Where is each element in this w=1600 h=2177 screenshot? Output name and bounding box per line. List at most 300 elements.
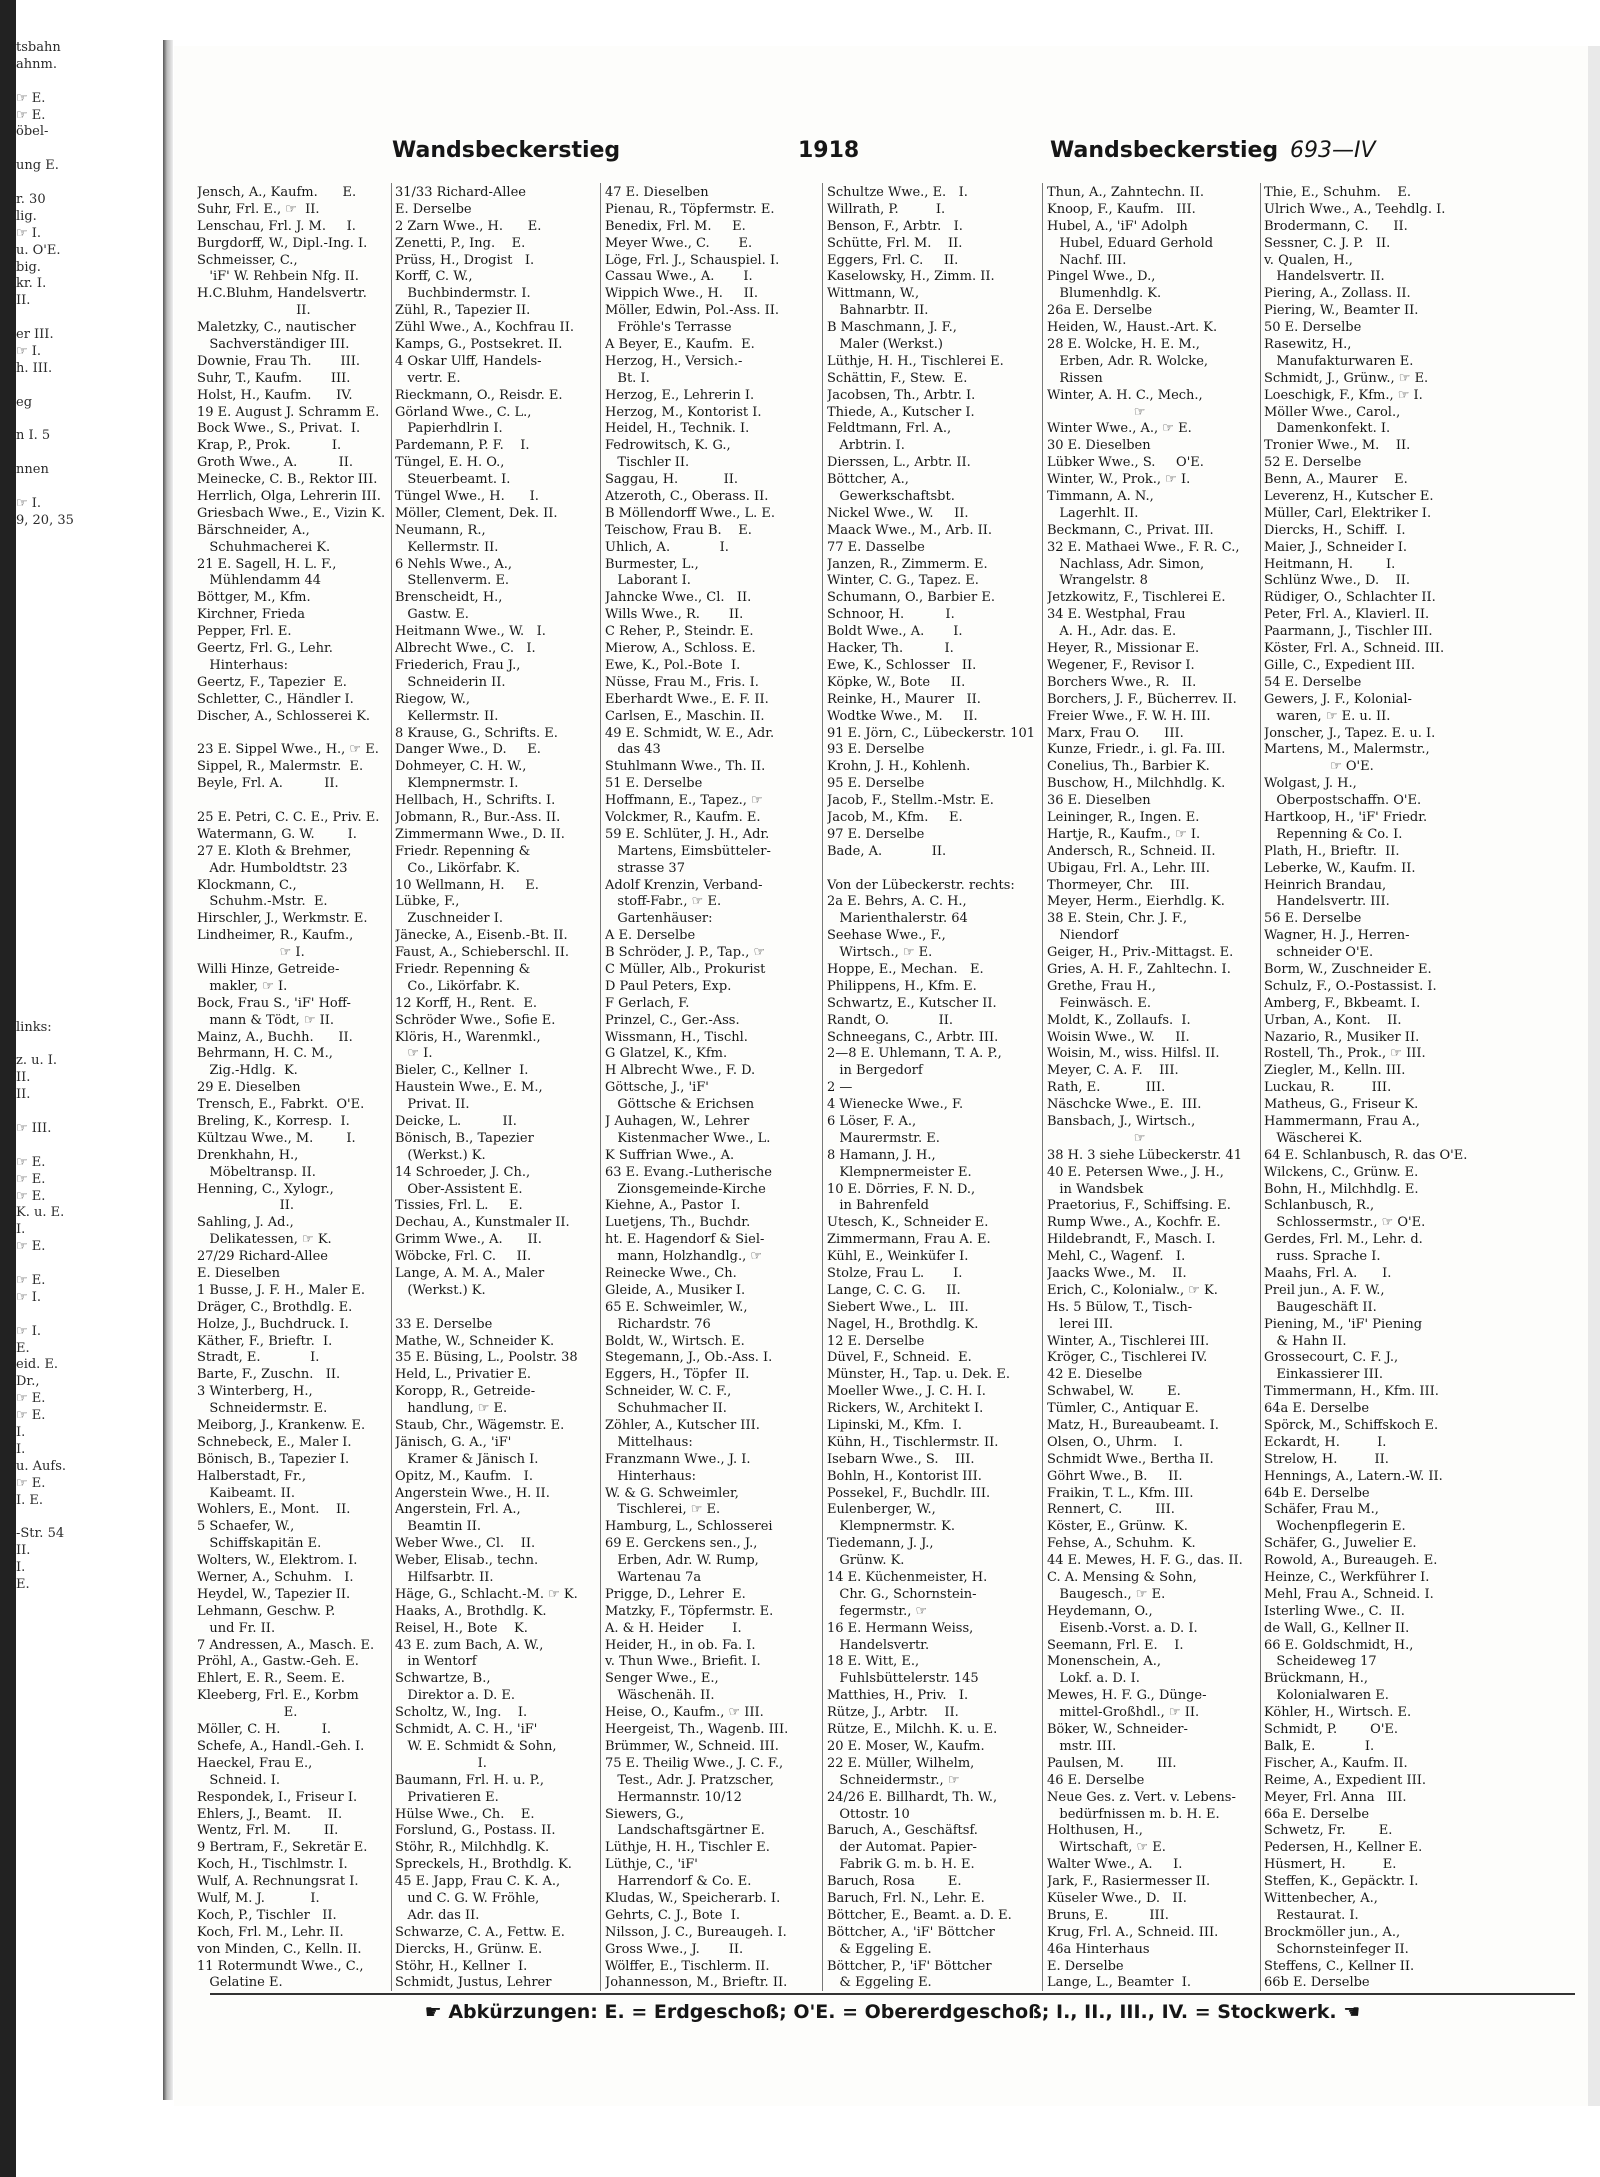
previous-page-fragment: r. 30 bbox=[16, 192, 46, 208]
directory-entry: Wolgast, J. H., bbox=[1264, 776, 1357, 792]
previous-page-fragment bbox=[16, 716, 166, 733]
directory-entry: Lange, A. M. A., Maler bbox=[395, 1266, 545, 1281]
directory-entry: v. Thun Wwe., Briefit. I. bbox=[605, 1654, 761, 1670]
directory-entry: 30 E. Dieselben bbox=[1047, 438, 1151, 454]
directory-entry: Lagerhlt. II. bbox=[1047, 505, 1139, 521]
directory-entry: das 43 bbox=[605, 742, 661, 758]
previous-page-fragment bbox=[16, 74, 166, 91]
directory-entry: 21 E. Sagell, H. L. F., bbox=[197, 556, 337, 572]
directory-entry: Repenning & Co. I. bbox=[1264, 826, 1403, 842]
directory-entry: Cassau Wwe., A. I. bbox=[605, 269, 753, 285]
directory-entry: Heinrich Brandau, bbox=[1264, 877, 1387, 893]
directory-entry: Carlsen, E., Maschin. II. bbox=[605, 708, 765, 724]
previous-page-fragment bbox=[16, 935, 166, 952]
directory-entry: Gleide, A., Musiker I. bbox=[605, 1282, 746, 1298]
directory-entry: Pienau, R., Töpfermstr. E. bbox=[605, 201, 775, 217]
directory-entry: Heydemann, O., bbox=[1047, 1603, 1153, 1619]
directory-entry: Zöhler, A., Kutscher III. bbox=[605, 1418, 760, 1434]
directory-entry: Jänisch, G. A., 'iF' bbox=[395, 1434, 512, 1450]
directory-entry: Köhler, H., Wirtsch. E. bbox=[1264, 1705, 1412, 1721]
directory-entry: 46a Hinterhaus bbox=[1047, 1941, 1150, 1957]
directory-entry: Zühl Wwe., A., Kochfrau II. bbox=[395, 320, 574, 336]
directory-entry: Diercks, H., Grünw. E. bbox=[395, 1941, 543, 1957]
directory-entry: E. bbox=[197, 1705, 298, 1721]
directory-entry: Rasewitz, H., bbox=[1264, 337, 1352, 353]
directory-entry: Lindheimer, R., Kaufm., bbox=[197, 928, 354, 944]
directory-entry: Schmidt, A. C. H., 'iF' bbox=[395, 1722, 538, 1738]
directory-entry: Woisin Wwe., W. II. bbox=[1047, 1029, 1190, 1045]
previous-page-fragment bbox=[16, 885, 166, 902]
directory-entry: Nagel, H., Brothdlg. K. bbox=[827, 1316, 979, 1332]
directory-entry: Richardstr. 76 bbox=[605, 1316, 711, 1332]
directory-entry: Zühl, R., Tapezier II. bbox=[395, 303, 531, 319]
directory-entry: Isterling Wwe., C. II. bbox=[1264, 1603, 1405, 1619]
previous-page-fragment: 9, 20, 35 bbox=[16, 512, 74, 528]
directory-entry: Häge, G., Schlacht.-M. ☞ K. bbox=[395, 1586, 578, 1602]
directory-entry: Philippens, H., Kfm. E. bbox=[827, 978, 977, 994]
directory-entry: Böttcher, P., 'iF' Böttcher bbox=[827, 1958, 992, 1974]
previous-page-fragment: big. bbox=[16, 259, 41, 275]
directory-entry: Koropp, R., Getreide- bbox=[395, 1384, 536, 1400]
directory-entry: Pingel Wwe., D., bbox=[1047, 269, 1156, 285]
directory-entry: Winter, A. H. C., Mech., bbox=[1047, 387, 1203, 403]
directory-entry: 75 E. Theilig Wwe., J. C. F., bbox=[605, 1755, 784, 1771]
directory-entry: Kolonialwaren E. bbox=[1264, 1688, 1389, 1704]
directory-entry: Baugeschäft II. bbox=[1264, 1299, 1377, 1315]
directory-entry: Winter, W., Prok., ☞ I. bbox=[1047, 472, 1191, 488]
directory-entry: Schornsteinfeger II. bbox=[1264, 1941, 1409, 1957]
directory-entry: Schättin, F., Stew. E. bbox=[827, 370, 968, 386]
directory-entry: Delikatessen, ☞ K. bbox=[197, 1232, 332, 1248]
directory-entry: Handelsvertr. II. bbox=[1264, 269, 1385, 285]
directory-entry: Wippich Wwe., H. II. bbox=[605, 286, 758, 302]
directory-entry: Schneidermstr. E. bbox=[197, 1401, 328, 1417]
directory-entry: Klöris, H., Warenmkl., bbox=[395, 1029, 541, 1045]
directory-entry: Forslund, G., Postass. II. bbox=[395, 1823, 556, 1839]
directory-entry: Hamburg, L., Schlosserei bbox=[605, 1519, 773, 1535]
directory-entry: C. A. Mensing & Sohn, bbox=[1047, 1570, 1197, 1586]
footer-rule bbox=[210, 1993, 1575, 1995]
directory-entry: Saggau, H. II. bbox=[605, 472, 739, 488]
directory-entry: Eckardt, H. I. bbox=[1264, 1434, 1387, 1450]
directory-entry: Restaurat. I. bbox=[1264, 1907, 1359, 1923]
directory-entry: I. bbox=[395, 1755, 487, 1771]
directory-entry: 8 Hamann, J. H., bbox=[827, 1147, 936, 1163]
directory-entry: 47 E. Dieselben bbox=[605, 185, 709, 200]
directory-entry: Possekel, F., Buchdlr. III. bbox=[827, 1485, 991, 1501]
directory-entry: Opitz, M., Kaufm. I. bbox=[395, 1468, 533, 1484]
directory-entry: Heider, H., in ob. Fa. I. bbox=[605, 1637, 756, 1653]
directory-entry: Köpke, W., Bote II. bbox=[827, 674, 966, 690]
directory-entry: Schultze Wwe., E. I. bbox=[827, 185, 968, 200]
previous-page-fragment bbox=[16, 817, 166, 834]
directory-entry: Maler (Werkst.) bbox=[827, 337, 943, 353]
previous-page-fragment: ☞ I. bbox=[16, 496, 42, 512]
directory-entry: 29 E. Dieselben bbox=[197, 1080, 301, 1096]
directory-entry: Fehse, A., Schuhm. K. bbox=[1047, 1536, 1196, 1552]
directory-entry: Angerstein Wwe., H. II. bbox=[395, 1485, 550, 1501]
directory-entry: Dierssen, L., Arbtr. II. bbox=[827, 455, 971, 471]
directory-entry: Hildebrandt, F., Masch. I. bbox=[1047, 1232, 1216, 1248]
directory-entry: Gewerkschaftsbt. bbox=[827, 489, 955, 505]
directory-entry: russ. Sprache I. bbox=[1264, 1249, 1381, 1265]
pointing-hand-icon: ☛ bbox=[424, 2001, 442, 2023]
directory-entry: ☞ O'E. bbox=[1264, 759, 1374, 775]
directory-entry: Reinecke Wwe., Ch. bbox=[605, 1266, 737, 1281]
directory-entry: Boldt, W., Wirtsch. E. bbox=[605, 1333, 745, 1349]
directory-entry: Conelius, Th., Barbier K. bbox=[1047, 759, 1210, 775]
directory-entry: Wöbcke, Frl. C. II. bbox=[395, 1249, 532, 1265]
directory-entry: Pröhl, A., Gastw.-Geh. E. bbox=[197, 1654, 359, 1670]
directory-entry: Pardemann, P. F. I. bbox=[395, 438, 530, 454]
directory-entry: 7 Andressen, A., Masch. E. bbox=[197, 1637, 375, 1653]
directory-entry: Erben, Adr. R. Wolcke, bbox=[1047, 353, 1209, 369]
directory-entry: Stradt, E. I. bbox=[197, 1350, 320, 1366]
directory-entry: Schletter, C., Händler I. bbox=[197, 691, 354, 707]
previous-page-fragment: n I. 5 bbox=[16, 428, 51, 444]
directory-entry: 52 E. Derselbe bbox=[1264, 455, 1362, 471]
previous-page-fragment: u. Aufs. bbox=[16, 1458, 67, 1474]
previous-page-fragment bbox=[16, 969, 166, 986]
directory-entry: Müller, Carl, Elektriker I. bbox=[1264, 505, 1432, 521]
previous-page-fragment: I. bbox=[16, 1425, 26, 1441]
directory-entry: Nazario, R., Musiker II. bbox=[1264, 1029, 1420, 1045]
directory-entry: II. bbox=[197, 1198, 295, 1214]
directory-entry: ☞ I. bbox=[395, 1046, 433, 1062]
directory-entry: Nachlass, Adr. Simon, bbox=[1047, 556, 1205, 572]
directory-entry: Schwartze, B., bbox=[395, 1671, 491, 1687]
directory-entry: Bansbach, J., Wirtsch., bbox=[1047, 1113, 1196, 1129]
directory-entry: 5 Schaefer, W., bbox=[197, 1519, 295, 1535]
directory-entry: Kamps, G., Postsekret. II. bbox=[395, 337, 563, 353]
previous-page-fragment: lig. bbox=[16, 208, 37, 224]
directory-entry: & Hahn II. bbox=[1264, 1333, 1347, 1349]
directory-entry: Schefe, A., Handl.-Geh. I. bbox=[197, 1738, 365, 1754]
directory-entry: Kunze, Friedr., i. gl. Fa. III. bbox=[1047, 742, 1226, 758]
directory-entry: von Minden, C., Kelln. II. bbox=[197, 1941, 362, 1957]
directory-column-6 bbox=[1264, 185, 1474, 1990]
previous-page-fragment bbox=[16, 547, 166, 564]
directory-entry: Kellermstr. II. bbox=[395, 708, 499, 724]
directory-entry: Schmidt, Justus, Lehrer bbox=[395, 1975, 552, 1990]
previous-page-fragment: ahnm. bbox=[16, 56, 57, 72]
directory-entry: Baugesch., ☞ E. bbox=[1047, 1586, 1166, 1602]
directory-entry: Beckmann, C., Privat. III. bbox=[1047, 522, 1214, 538]
running-head-street-right: Wandsbeckerstieg bbox=[1050, 138, 1279, 163]
directory-entry: mann, Holzhandlg., ☞ bbox=[605, 1249, 763, 1265]
directory-entry: 24/26 E. Billhardt, Th. W., bbox=[827, 1789, 998, 1805]
directory-entry: Grünw. K. bbox=[827, 1553, 905, 1569]
directory-entry: Bohln, H., Kontorist III. bbox=[827, 1468, 982, 1484]
directory-entry: Kludas, W., Speicherarb. I. bbox=[605, 1890, 781, 1906]
directory-entry: Meyer, Frl. Anna III. bbox=[1264, 1789, 1407, 1805]
directory-entry: 43 E. zum Bach, A. W., bbox=[395, 1637, 544, 1653]
previous-page-fragment bbox=[16, 564, 166, 581]
directory-entry: Löge, Frl. J., Schauspiel. I. bbox=[605, 252, 780, 268]
directory-entry: Ewe, K., Pol.-Bote I. bbox=[605, 657, 741, 673]
directory-entry: Chr. G., Schornstein- bbox=[827, 1586, 977, 1602]
directory-entry: Fischer, A., Kaufm. II. bbox=[1264, 1755, 1408, 1771]
directory-entry: E. Derselbe bbox=[1047, 1958, 1124, 1974]
directory-entry: J Auhagen, W., Lehrer bbox=[605, 1113, 750, 1129]
previous-page-fragment bbox=[16, 834, 166, 851]
previous-page-fragment: I. E. bbox=[16, 1492, 44, 1508]
directory-entry: Schwartz, E., Kutscher II. bbox=[827, 995, 997, 1011]
directory-entry: Baruch, A., Geschäftsf. bbox=[827, 1823, 978, 1839]
directory-entry: Haustein Wwe., E. M., bbox=[395, 1080, 543, 1096]
directory-entry: Heiden, W., Haust.-Art. K. bbox=[1047, 320, 1218, 336]
directory-entry: Meiborg, J., Krankenw. E. bbox=[197, 1418, 366, 1434]
previous-page-fragment: ung E. bbox=[16, 158, 59, 174]
directory-entry: Heinze, C., Werkführer I. bbox=[1264, 1570, 1430, 1586]
directory-entry: Dechau, A., Kunstmaler II. bbox=[395, 1215, 570, 1231]
directory-entry: Ottostr. 10 bbox=[827, 1806, 910, 1822]
previous-page-fragment bbox=[16, 682, 166, 699]
directory-entry: Lübke, F., bbox=[395, 894, 460, 910]
previous-page-fragment: kr. I. bbox=[16, 276, 47, 292]
directory-entry: Privat. II. bbox=[395, 1097, 470, 1113]
directory-entry: 66a E. Derselbe bbox=[1264, 1806, 1370, 1822]
directory-entry: 64b E. Derselbe bbox=[1264, 1485, 1370, 1501]
directory-entry: Thiede, A., Kutscher I. bbox=[827, 404, 975, 420]
directory-entry: Andersch, R., Schneid. II. bbox=[1047, 843, 1216, 859]
directory-entry: Gille, C., Expedient III. bbox=[1264, 657, 1415, 673]
directory-entry: Bock Wwe., S., Privat. I. bbox=[197, 421, 361, 437]
directory-entry: Hubel, A., 'iF' Adolph bbox=[1047, 218, 1188, 234]
directory-entry: Möller, Clement, Dek. II. bbox=[395, 505, 558, 521]
directory-entry: Möller Wwe., Carol., bbox=[1264, 404, 1401, 420]
directory-entry: Jonscher, J., Tapez. E. u. I. bbox=[1264, 725, 1436, 741]
directory-entry: B Möllendorff Wwe., L. E. bbox=[605, 505, 776, 521]
directory-entry: Heergeist, Th., Wagenb. III. bbox=[605, 1722, 789, 1738]
previous-page-fragment bbox=[16, 1307, 166, 1324]
directory-column-1 bbox=[197, 185, 385, 1990]
directory-entry: Balk, E. I. bbox=[1264, 1738, 1375, 1754]
directory-entry: Downie, Frau Th. III. bbox=[197, 353, 360, 369]
directory-entry: Wentz, Frl. M. II. bbox=[197, 1823, 339, 1839]
directory-entry: Münster, H., Tap. u. Dek. E. bbox=[827, 1367, 1010, 1383]
book-gutter bbox=[0, 0, 16, 2177]
directory-entry: Halberstadt, Fr., bbox=[197, 1468, 307, 1484]
directory-entry: Eberhardt Wwe., E. F. II. bbox=[605, 691, 769, 707]
directory-entry: 63 E. Evang.-Lutherische bbox=[605, 1164, 772, 1180]
directory-entry: Böttger, M., Kfm. bbox=[197, 590, 311, 606]
directory-entry: Bock, Frau S., 'iF' Hoff- bbox=[197, 995, 351, 1011]
directory-entry: Leininger, R., Ingen. E. bbox=[1047, 809, 1200, 825]
directory-entry: Heise, O., Kaufm., ☞ III. bbox=[605, 1705, 764, 1721]
directory-entry: Rennert, C. III. bbox=[1047, 1502, 1175, 1518]
directory-entry: II. bbox=[197, 303, 311, 319]
directory-entry: Tischlerei, ☞ E. bbox=[605, 1502, 721, 1518]
directory-entry: Gelatine E. bbox=[197, 1975, 283, 1990]
directory-entry: Koch, Frl. M., Lehr. II. bbox=[197, 1924, 344, 1940]
directory-entry: de Wall, G., Kellner II. bbox=[1264, 1620, 1410, 1636]
directory-entry: Fabrik G. m. b. H. E. bbox=[827, 1857, 975, 1873]
directory-entry: 11 Rotermundt Wwe., C., bbox=[197, 1958, 364, 1974]
previous-page-fragment bbox=[16, 445, 166, 462]
directory-entry: Reinke, H., Maurer II. bbox=[827, 691, 981, 707]
previous-page-fragment: ☞ E. bbox=[16, 1188, 46, 1204]
directory-entry: Wölffer, E., Tischlerm. II. bbox=[605, 1958, 770, 1974]
directory-entry: Luckau, R. III. bbox=[1264, 1080, 1392, 1096]
directory-entry: Maack Wwe., M., Arb. II. bbox=[827, 522, 992, 538]
directory-entry: Hüsmert, H. E. bbox=[1264, 1857, 1397, 1873]
previous-page-fragment: ☞ E. bbox=[16, 107, 46, 123]
directory-entry: Göttsche & Erichsen bbox=[605, 1097, 755, 1113]
directory-entry: Mewes, H. F. G., Dünge- bbox=[1047, 1688, 1207, 1704]
previous-page-fragment: ☞ E. bbox=[16, 1154, 46, 1170]
directory-entry: Jensch, A., Kaufm. E. bbox=[197, 185, 357, 200]
directory-entry: Mierow, A., Schloss. E. bbox=[605, 641, 756, 657]
directory-entry: 25 E. Petri, C. C. E., Priv. E. bbox=[197, 809, 380, 825]
directory-entry: Timmermann, H., Kfm. III. bbox=[1264, 1384, 1439, 1400]
directory-entry: Tronier Wwe., M. II. bbox=[1264, 438, 1411, 454]
directory-entry: 10 E. Dörries, F. N. D., bbox=[827, 1181, 976, 1197]
directory-entry: B Maschmann, J. F., bbox=[827, 320, 957, 336]
directory-entry: Tüngel, E. H. O., bbox=[395, 455, 505, 471]
directory-entry: 4 Wienecke Wwe., F. bbox=[827, 1097, 964, 1113]
directory-entry: Marienthalerstr. 64 bbox=[827, 911, 968, 927]
directory-entry: Heydel, W., Tapezier II. bbox=[197, 1586, 351, 1602]
directory-entry: Barte, F., Zuschn. II. bbox=[197, 1367, 341, 1383]
directory-entry: 3 Winterberg, H., bbox=[197, 1384, 313, 1400]
directory-entry: Handelsvertr. bbox=[827, 1637, 930, 1653]
directory-entry: E. Dieselben bbox=[197, 1266, 280, 1281]
directory-entry: fegermstr., ☞ bbox=[827, 1603, 928, 1619]
directory-entry: Werner, A., Schuhm. I. bbox=[197, 1570, 354, 1586]
directory-entry: Schuhmacher II. bbox=[605, 1401, 727, 1417]
directory-entry: Wegener, F., Revisor I. bbox=[1047, 657, 1195, 673]
directory-entry: Thun, A., Zahntechn. II. bbox=[1047, 185, 1204, 200]
directory-entry: Schmidt, P. O'E. bbox=[1264, 1722, 1399, 1738]
previous-page-fragment bbox=[16, 597, 166, 614]
directory-entry: Borm, W., Zuschneider E. bbox=[1264, 961, 1432, 977]
directory-entry: Blumenhdlg. K. bbox=[1047, 286, 1162, 302]
directory-entry: E. Derselbe bbox=[395, 201, 472, 217]
directory-entry: Peter, Frl. A., Klavierl. II. bbox=[1264, 607, 1430, 623]
directory-entry: Moeller Wwe., J. C. H. I. bbox=[827, 1384, 986, 1400]
directory-entry: 16 E. Hermann Weiss, bbox=[827, 1620, 974, 1636]
directory-entry: W. E. Schmidt & Sohn, bbox=[395, 1738, 557, 1754]
directory-entry: Bade, A. II. bbox=[827, 843, 947, 859]
directory-entry: Möller, C. H. I. bbox=[197, 1722, 332, 1738]
directory-entry: Schiffskapitän E. bbox=[197, 1536, 322, 1552]
directory-entry: Klempnermstr. K. bbox=[827, 1519, 956, 1535]
directory-entry: Ubigau, Frl. A., Lehr. III. bbox=[1047, 860, 1210, 876]
previous-page-fragment bbox=[16, 749, 166, 766]
directory-entry: Kistenmacher Wwe., L. bbox=[605, 1130, 771, 1146]
directory-entry: Johannesson, M., Brieftr. II. bbox=[605, 1975, 788, 1990]
directory-entry: Düvel, F., Schneid. E. bbox=[827, 1350, 972, 1366]
directory-entry: Wodtke Wwe., M. II. bbox=[827, 708, 978, 724]
directory-entry: Arbtrin. I. bbox=[827, 438, 905, 454]
directory-entry: Strelow, H. II. bbox=[1264, 1451, 1389, 1467]
directory-entry: Rickers, W., Architekt I. bbox=[827, 1401, 984, 1417]
directory-entry: 28 E. Wolcke, H. E. M., bbox=[1047, 337, 1200, 353]
directory-entry: handlung, ☞ E. bbox=[395, 1401, 508, 1417]
directory-entry: Wrangelstr. 8 bbox=[1047, 573, 1148, 589]
directory-entry: Lüthje, H. H., Tischler E. bbox=[605, 1840, 770, 1856]
directory-entry: Baruch, Frl. N., Lehr. E. bbox=[827, 1890, 985, 1906]
directory-entry: Papierhdlrin I. bbox=[395, 421, 503, 437]
directory-entry: Zionsgemeinde-Kirche bbox=[605, 1181, 766, 1197]
directory-entry: Krohn, J. H., Kohlenh. bbox=[827, 759, 971, 775]
directory-entry: 65 E. Schweimler, W., bbox=[605, 1299, 748, 1315]
directory-entry: ht. E. Hagendorf & Siel- bbox=[605, 1232, 765, 1248]
directory-entry: (Werkst.) K. bbox=[395, 1282, 486, 1298]
directory-entry: Respondek, I., Friseur I. bbox=[197, 1789, 358, 1805]
directory-entry: Luetjens, Th., Buchdr. bbox=[605, 1215, 751, 1231]
directory-entry: stoff-Fabr., ☞ E. bbox=[605, 894, 722, 910]
directory-entry: Jetzkowitz, F., Tischlerei E. bbox=[1047, 590, 1226, 606]
directory-column-4 bbox=[827, 185, 1037, 1990]
directory-entry: Brückmann, H., bbox=[1264, 1671, 1368, 1687]
directory-entry: Buschow, H., Milchhdlg. K. bbox=[1047, 776, 1226, 792]
directory-entry: 50 E. Derselbe bbox=[1264, 320, 1362, 336]
previous-page-fragment bbox=[16, 851, 166, 868]
directory-entry: mstr. III. bbox=[1047, 1738, 1117, 1754]
directory-entry: Wittmann, W., bbox=[827, 286, 920, 302]
directory-entry: Randt, O. II. bbox=[827, 1012, 954, 1028]
directory-entry: Reime, A., Expedient III. bbox=[1264, 1772, 1426, 1788]
directory-entry: A. H., Adr. das. E. bbox=[1047, 624, 1177, 640]
directory-entry: Einkassierer III. bbox=[1264, 1367, 1384, 1383]
directory-entry: Göhrt Wwe., B. II. bbox=[1047, 1468, 1183, 1484]
directory-entry: Schlünz Wwe., D. II. bbox=[1264, 573, 1411, 589]
directory-entry: Riegow, W., bbox=[395, 691, 470, 707]
column-divider bbox=[822, 183, 823, 1991]
directory-entry: 22 E. Müller, Wilhelm, bbox=[827, 1755, 975, 1771]
directory-entry: Sessner, C. J. P. II. bbox=[1264, 235, 1391, 251]
directory-entry: Hartkoop, H., 'iF' Friedr. bbox=[1264, 809, 1428, 825]
directory-entry: Eggers, H., Töpfer II. bbox=[605, 1367, 750, 1383]
directory-entry: Tischler II. bbox=[605, 455, 690, 471]
directory-entry: W. & G. Schweimler, bbox=[605, 1485, 739, 1501]
directory-column-2 bbox=[395, 185, 595, 1990]
directory-entry bbox=[197, 793, 385, 810]
directory-entry: Suhr, Frl. E., ☞ II. bbox=[197, 201, 320, 217]
directory-entry: Hennings, A., Latern.-W. II. bbox=[1264, 1468, 1443, 1484]
previous-page-fragment bbox=[16, 952, 166, 969]
directory-entry: Heitmann, H. I. bbox=[1264, 556, 1396, 572]
directory-entry: Matheus, G., Friseur K. bbox=[1264, 1097, 1419, 1113]
directory-entry: Möller, Edwin, Pol.-Ass. II. bbox=[605, 303, 780, 319]
directory-entry: Baumann, Frl. H. u. P., bbox=[395, 1772, 545, 1788]
directory-entry bbox=[827, 861, 1037, 878]
previous-page-fragment bbox=[16, 310, 166, 327]
previous-page-fragment: ☞ E. bbox=[16, 1273, 46, 1289]
directory-entry: Kröger, C., Tischlerei IV. bbox=[1047, 1350, 1208, 1366]
directory-entry: Kültzau Wwe., M. I. bbox=[197, 1130, 356, 1146]
directory-entry: Holst, H., Kaufm. IV. bbox=[197, 387, 353, 403]
directory-entry: 38 H. 3 siehe Lübeckerstr. 41 bbox=[1047, 1147, 1242, 1163]
previous-page-fragment: Dr., bbox=[16, 1374, 40, 1390]
directory-entry: 49 E. Schmidt, W. E., Adr. bbox=[605, 725, 775, 741]
directory-entry: Stuhlmann Wwe., Th. II. bbox=[605, 759, 766, 775]
previous-page-fragment: I. bbox=[16, 1441, 26, 1457]
directory-entry: Schmidt Wwe., Bertha II. bbox=[1047, 1451, 1214, 1467]
directory-entry: Handelsvertr. III. bbox=[1264, 894, 1390, 910]
directory-entry: Siewers, G., bbox=[605, 1806, 684, 1822]
directory-entry: Watermann, G. W. I. bbox=[197, 826, 357, 842]
directory-entry: Danger Wwe., D. E. bbox=[395, 742, 541, 758]
directory-entry: Möbeltransp. II. bbox=[197, 1164, 316, 1180]
directory-entry: Wartenau 7a bbox=[605, 1570, 702, 1586]
directory-entry: Ehlert, E. R., Seem. E. bbox=[197, 1671, 345, 1687]
directory-entry: Walter Wwe., A. I. bbox=[1047, 1857, 1183, 1873]
directory-entry: Deicke, L. II. bbox=[395, 1113, 517, 1129]
directory-entry bbox=[395, 1300, 595, 1317]
